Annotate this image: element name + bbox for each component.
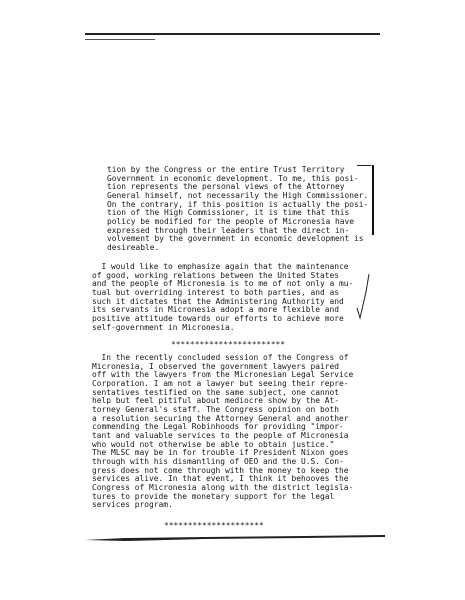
top-rule	[85, 33, 380, 35]
paragraph-1: tion by the Congress or the entire Trust Territory Government in economic development. To me, this posi- tion represents the personal views of the Attorney General himself, not necessarily the High Commissioner. On the contrary, if this position is actually the posi- tion of the High Commissioner, it is time that this policy be modified for the people of Micronesia have expressed through their leaders that the direct in- volvement by the government in economic development is desireable.	[107, 165, 369, 252]
paragraph-2: I would like to emphasize again that the maintenance of good, working relations between the United States and the people of Micronesia is to me of not only a mu- tual but overriding interest to both parties, and as such it dictates that the Administering Authority and its servants in Micronesia adopt a more flexible and positive attitude towards our efforts to achieve more self-government in Micronesia.	[92, 262, 354, 332]
bottom-rule	[85, 534, 385, 542]
separator-stars-2: *********************	[164, 521, 264, 530]
margin-tick	[357, 165, 371, 166]
paragraph-3: In the recently concluded session of the Congress of Micronesia, I observed the government lawyers paired off with the lawyers from the Micronesian Legal Service Corporation. I am not a lawyer but seeing their repre- sentatives testified on the same subject, one cannot help but feel pitiful about mediocre show by the At- torney General's staff. The Congress opinion on both a resolution securing the Attorney General and another commending the Legal Robinhoods for providing "impor- tant and valuable services to the people of Micronesia who would not otherwise be able to obtain justice." The MLSC may be in for trouble if President Nixon goes through with his dismantling of OEO and the U.S. Con- gress does not come through with the money to keep the services alive. In that event, I think it behooves the Congress of Micronesia along with the district legisla- tures to provide the monetary support for the legal services program.	[92, 353, 354, 510]
margin-check-mark	[356, 272, 372, 322]
margin-bar	[372, 165, 374, 235]
separator-stars-1: ************************	[171, 340, 286, 349]
top-rule-secondary	[85, 39, 155, 40]
